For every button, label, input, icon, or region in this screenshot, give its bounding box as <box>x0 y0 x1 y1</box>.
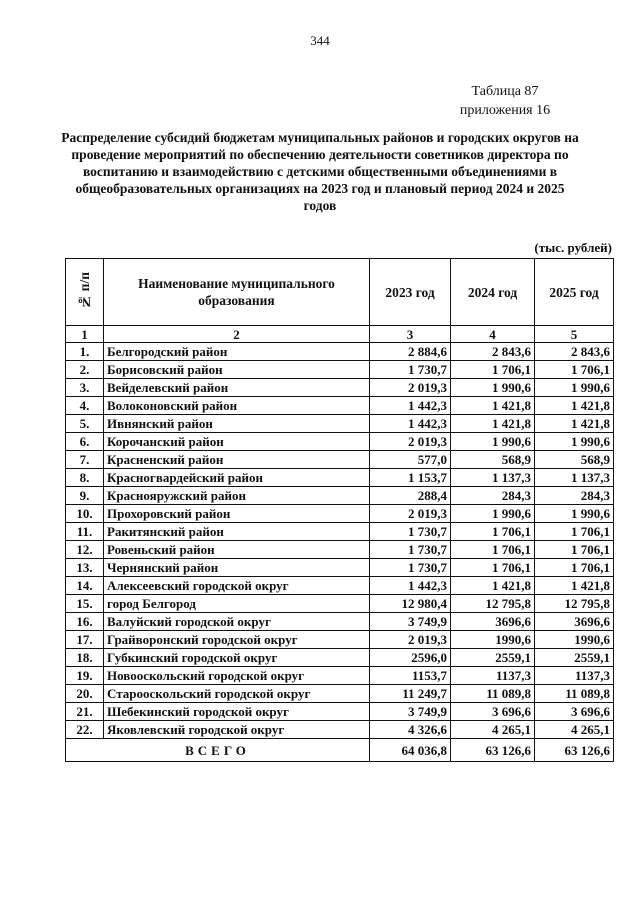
value-2024: 568,9 <box>451 451 535 469</box>
table-body <box>66 343 614 739</box>
header-name: Наименование муниципального образования <box>104 259 370 326</box>
value-2023: 3 749,9 <box>370 613 451 631</box>
value-2024: 1 990,6 <box>451 505 535 523</box>
municipality-name: Борисовский район <box>104 361 370 379</box>
municipality-name: Новооскольский городской округ <box>104 667 370 685</box>
value-2025: 3696,6 <box>535 613 614 631</box>
row-number: 13. <box>66 559 104 577</box>
row-number: 20. <box>66 685 104 703</box>
table-row <box>66 379 614 397</box>
value-2023: 1 730,7 <box>370 523 451 541</box>
value-2024: 1 990,6 <box>451 433 535 451</box>
value-2025: 1990,6 <box>535 631 614 649</box>
table-label: Таблица 87 <box>471 84 539 99</box>
value-2024: 1 706,1 <box>451 523 535 541</box>
total-2024: 63 126,6 <box>451 739 535 762</box>
table-row <box>66 487 614 505</box>
subsidy-table <box>65 258 614 762</box>
column-number: 3 <box>370 326 451 343</box>
value-2023: 2596,0 <box>370 649 451 667</box>
value-2025: 2 843,6 <box>535 343 614 361</box>
value-2024: 11 089,8 <box>451 685 535 703</box>
value-2024: 1 421,8 <box>451 577 535 595</box>
header-row <box>66 259 614 326</box>
value-2024: 1 706,1 <box>451 541 535 559</box>
value-2024: 1 137,3 <box>451 469 535 487</box>
row-number: 19. <box>66 667 104 685</box>
value-2023: 288,4 <box>370 487 451 505</box>
table-row <box>66 613 614 631</box>
value-2023: 3 749,9 <box>370 703 451 721</box>
value-2023: 11 249,7 <box>370 685 451 703</box>
header-2023: 2023 год <box>370 259 451 326</box>
table-row <box>66 577 614 595</box>
value-2024: 12 795,8 <box>451 595 535 613</box>
municipality-name: Алексеевский городской округ <box>104 577 370 595</box>
value-2025: 284,3 <box>535 487 614 505</box>
municipality-name: Краснояружский район <box>104 487 370 505</box>
column-number: 5 <box>535 326 614 343</box>
value-2025: 1 421,8 <box>535 415 614 433</box>
table-row <box>66 343 614 361</box>
value-2023: 1 442,3 <box>370 577 451 595</box>
row-number: 21. <box>66 703 104 721</box>
total-2023: 64 036,8 <box>370 739 451 762</box>
value-2023: 1 730,7 <box>370 541 451 559</box>
value-2024: 2559,1 <box>451 649 535 667</box>
municipality-name: Старооскольский городской округ <box>104 685 370 703</box>
units-label: (тыс. рублей) <box>534 240 612 255</box>
municipality-name: Красненский район <box>104 451 370 469</box>
value-2025: 568,9 <box>535 451 614 469</box>
row-number: 10. <box>66 505 104 523</box>
table-row <box>66 361 614 379</box>
row-number: 14. <box>66 577 104 595</box>
table-row <box>66 595 614 613</box>
row-number: 8. <box>66 469 104 487</box>
header-2025: 2025 год <box>535 259 614 326</box>
value-2023: 12 980,4 <box>370 595 451 613</box>
table-row <box>66 433 614 451</box>
value-2023: 1 730,7 <box>370 559 451 577</box>
row-number: 7. <box>66 451 104 469</box>
value-2023: 2 019,3 <box>370 379 451 397</box>
value-2024: 3696,6 <box>451 613 535 631</box>
value-2025: 1 990,6 <box>535 379 614 397</box>
table-row <box>66 451 614 469</box>
municipality-name: Корочанский район <box>104 433 370 451</box>
total-2025: 63 126,6 <box>535 739 614 762</box>
value-2025: 12 795,8 <box>535 595 614 613</box>
page-number: 344 <box>310 33 330 48</box>
table-row <box>66 649 614 667</box>
municipality-name: Шебекинский городской округ <box>104 703 370 721</box>
row-number: 17. <box>66 631 104 649</box>
value-2025: 1 706,1 <box>535 541 614 559</box>
table-row <box>66 469 614 487</box>
table-row <box>66 667 614 685</box>
row-number: 3. <box>66 379 104 397</box>
value-2023: 2 884,6 <box>370 343 451 361</box>
value-2025: 1 421,8 <box>535 397 614 415</box>
table-row <box>66 397 614 415</box>
value-2023: 2 019,3 <box>370 631 451 649</box>
municipality-name: Ровеньский район <box>104 541 370 559</box>
municipality-name: Белгородский район <box>104 343 370 361</box>
value-2024: 3 696,6 <box>451 703 535 721</box>
header-2024: 2024 год <box>451 259 535 326</box>
municipality-name: Ивнянский район <box>104 415 370 433</box>
table-row <box>66 505 614 523</box>
value-2023: 1 442,3 <box>370 397 451 415</box>
value-2024: 1137,3 <box>451 667 535 685</box>
column-number-row <box>66 326 614 343</box>
municipality-name: Прохоровский район <box>104 505 370 523</box>
value-2025: 1 706,1 <box>535 559 614 577</box>
row-number: 15. <box>66 595 104 613</box>
value-2025: 1 990,6 <box>535 433 614 451</box>
column-number: 2 <box>104 326 370 343</box>
table-row <box>66 685 614 703</box>
value-2024: 284,3 <box>451 487 535 505</box>
value-2024: 1 990,6 <box>451 379 535 397</box>
row-number: 16. <box>66 613 104 631</box>
municipality-name: Чернянский район <box>104 559 370 577</box>
table-reference <box>430 82 580 120</box>
row-number: 5. <box>66 415 104 433</box>
appendix-label: приложения 16 <box>459 103 551 118</box>
table-row <box>66 721 614 739</box>
row-number: 9. <box>66 487 104 505</box>
value-2024: 1 421,8 <box>451 397 535 415</box>
value-2025: 1137,3 <box>535 667 614 685</box>
municipality-name: Валуйский городской округ <box>104 613 370 631</box>
total-row <box>66 739 614 762</box>
municipality-name: Вейделевский район <box>104 379 370 397</box>
value-2023: 1 730,7 <box>370 361 451 379</box>
value-2024: 2 843,6 <box>451 343 535 361</box>
header-num: № п/п <box>66 259 104 326</box>
table-row <box>66 415 614 433</box>
row-number: 11. <box>66 523 104 541</box>
value-2024: 1990,6 <box>451 631 535 649</box>
table-row <box>66 523 614 541</box>
row-number: 12. <box>66 541 104 559</box>
value-2023: 1 153,7 <box>370 469 451 487</box>
value-2024: 4 265,1 <box>451 721 535 739</box>
municipality-name: город Белгород <box>104 595 370 613</box>
total-label: ВСЕГО <box>66 739 370 762</box>
row-number: 4. <box>66 397 104 415</box>
value-2025: 4 265,1 <box>535 721 614 739</box>
row-number: 22. <box>66 721 104 739</box>
table-row <box>66 559 614 577</box>
value-2023: 2 019,3 <box>370 433 451 451</box>
table-row <box>66 703 614 721</box>
municipality-name: Грайворонский городской округ <box>104 631 370 649</box>
value-2023: 1153,7 <box>370 667 451 685</box>
value-2023: 1 442,3 <box>370 415 451 433</box>
municipality-name: Красногвардейский район <box>104 469 370 487</box>
table-row <box>66 541 614 559</box>
row-number: 18. <box>66 649 104 667</box>
value-2025: 11 089,8 <box>535 685 614 703</box>
column-number: 4 <box>451 326 535 343</box>
value-2024: 1 706,1 <box>451 559 535 577</box>
municipality-name: Губкинский городской округ <box>104 649 370 667</box>
document-title: Распределение субсидий бюджетам муниципальных районов и городских округов на проведение мероприятий по обеспечению деятельности советников директора по воспитанию и взаимодействию с детскими общественными объединениями в общеобразовательных организациях на 2023 год и плановый период 2024 и 2025 годов <box>61 130 579 213</box>
value-2023: 4 326,6 <box>370 721 451 739</box>
municipality-name: Волоконовский район <box>104 397 370 415</box>
value-2025: 1 706,1 <box>535 523 614 541</box>
municipality-name: Яковлевский городской округ <box>104 721 370 739</box>
value-2024: 1 706,1 <box>451 361 535 379</box>
row-number: 2. <box>66 361 104 379</box>
value-2024: 1 421,8 <box>451 415 535 433</box>
municipality-name: Ракитянский район <box>104 523 370 541</box>
value-2025: 1 990,6 <box>535 505 614 523</box>
value-2025: 1 706,1 <box>535 361 614 379</box>
value-2025: 1 421,8 <box>535 577 614 595</box>
value-2025: 3 696,6 <box>535 703 614 721</box>
value-2025: 2559,1 <box>535 649 614 667</box>
value-2023: 577,0 <box>370 451 451 469</box>
value-2023: 2 019,3 <box>370 505 451 523</box>
table-row <box>66 631 614 649</box>
column-number: 1 <box>66 326 104 343</box>
row-number: 6. <box>66 433 104 451</box>
row-number: 1. <box>66 343 104 361</box>
value-2025: 1 137,3 <box>535 469 614 487</box>
